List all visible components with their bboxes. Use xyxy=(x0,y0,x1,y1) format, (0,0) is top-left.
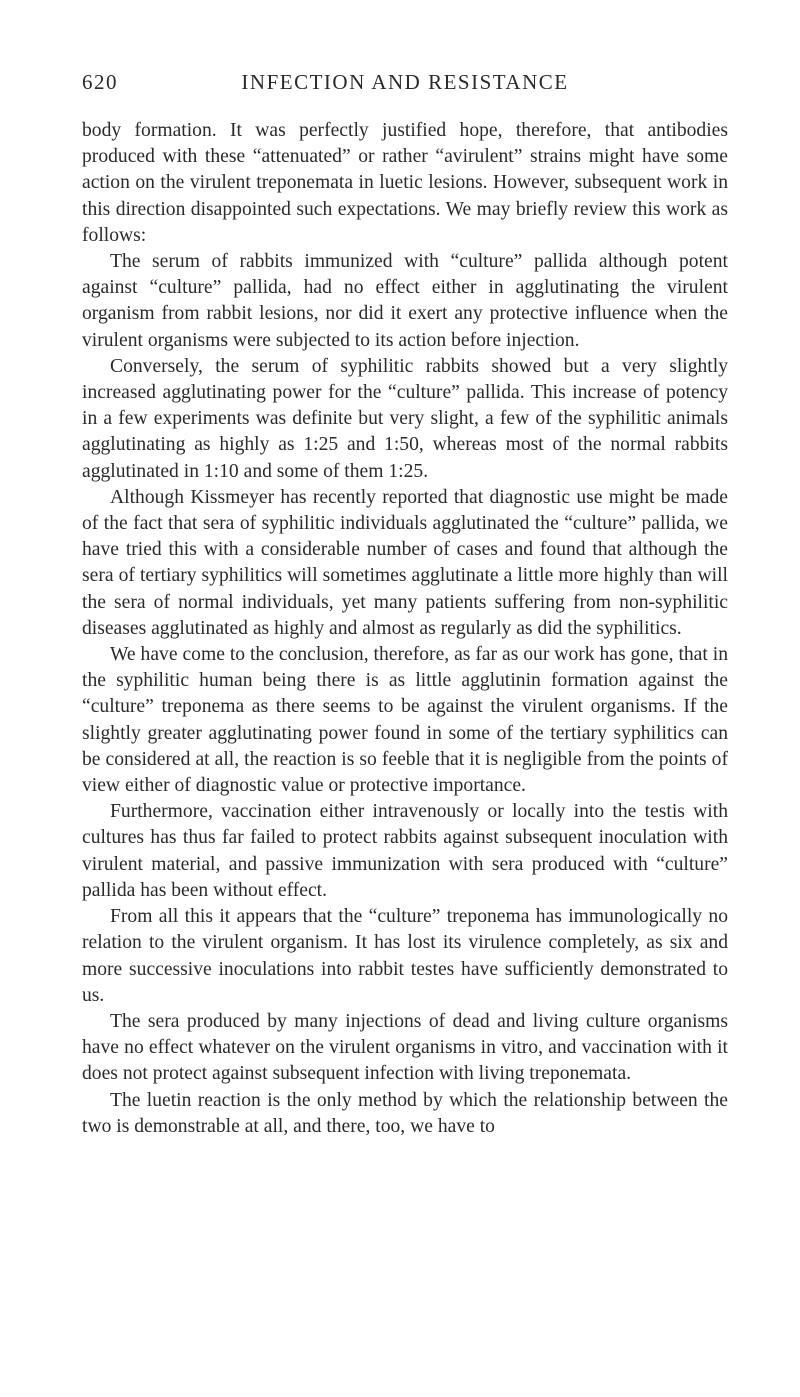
page-number: 620 xyxy=(82,70,118,94)
paragraph: Although Kissmeyer has recently reported that diagnostic use might be made of the fact that sera of syphilitic individuals agglutinated the “culture” pallida, we have tried this with a considerable number of cases and found that although the sera of tertiary syphilitics will sometimes agglutinate a little more highly than will the sera of normal individuals, yet many patients suffering from non-syphilitic diseases agglutinated as highly and almost as regularly as did the syphilitics. xyxy=(82,486,728,639)
running-title: INFECTION AND RESISTANCE xyxy=(241,70,569,94)
paragraph: Furthermore, vaccination either intravenously or locally into the testis with cultures has thus far failed to protect rabbits against subsequent inoculation with virulent material, and passive immunization with sera produced with “culture” pallida has been without effect. xyxy=(82,801,728,901)
paragraph: The serum of rabbits immunized with “culture” pallida although potent against “culture” pallida, had no effect either in agglutinating the virulent organism from rabbit lesions, nor did it exert any protective influence when the virulent organisms were subjected to its action before injection. xyxy=(82,251,728,351)
paragraph: The luetin reaction is the only method by which the relationship between the two is demonstrable at all, and there, too, we have to xyxy=(82,1089,728,1137)
body-text xyxy=(82,118,728,1140)
paragraph: We have come to the conclusion, therefore, as far as our work has gone, that in the syphilitic human being there is as little agglutinin formation against the “culture” treponema as there seems to be against the virulent organisms. If the slightly greater agglutinating power found in some of the tertiary syphilitics can be considered at all, the reaction is so feeble that it is negligible from the points of view either of diagnostic value or protective importance. xyxy=(82,644,728,797)
paragraph: From all this it appears that the “culture” treponema has immunologically no relation to the virulent organism. It has lost its virulence completely, as six and more successive inoculations into rabbit testes have sufficiently demonstrated to us. xyxy=(82,906,728,1006)
paragraph: Conversely, the serum of syphilitic rabbits showed but a very slightly increased agglutinating power for the “culture” pallida. This increase of potency in a few experiments was definite but very slight, a few of the syphilitic animals agglutinating as highly as 1:25 and 1:50, whereas most of the normal rabbits agglutinated in 1:10 and some of them 1:25. xyxy=(82,355,728,482)
paragraph: The sera produced by many injections of dead and living culture organisms have no effect whatever on the virulent organisms in vitro, and vaccination with it does not protect against subsequent infection with living treponemata. xyxy=(82,1010,728,1085)
paragraph: body formation. It was perfectly justified hope, therefore, that antibodies produced with these “attenuated” or rather “avirulent” strains might have some action on the virulent treponemata in luetic lesions. However, subsequent work in this direction disappointed such expectations. We may briefly review this work as follows: xyxy=(82,120,728,246)
